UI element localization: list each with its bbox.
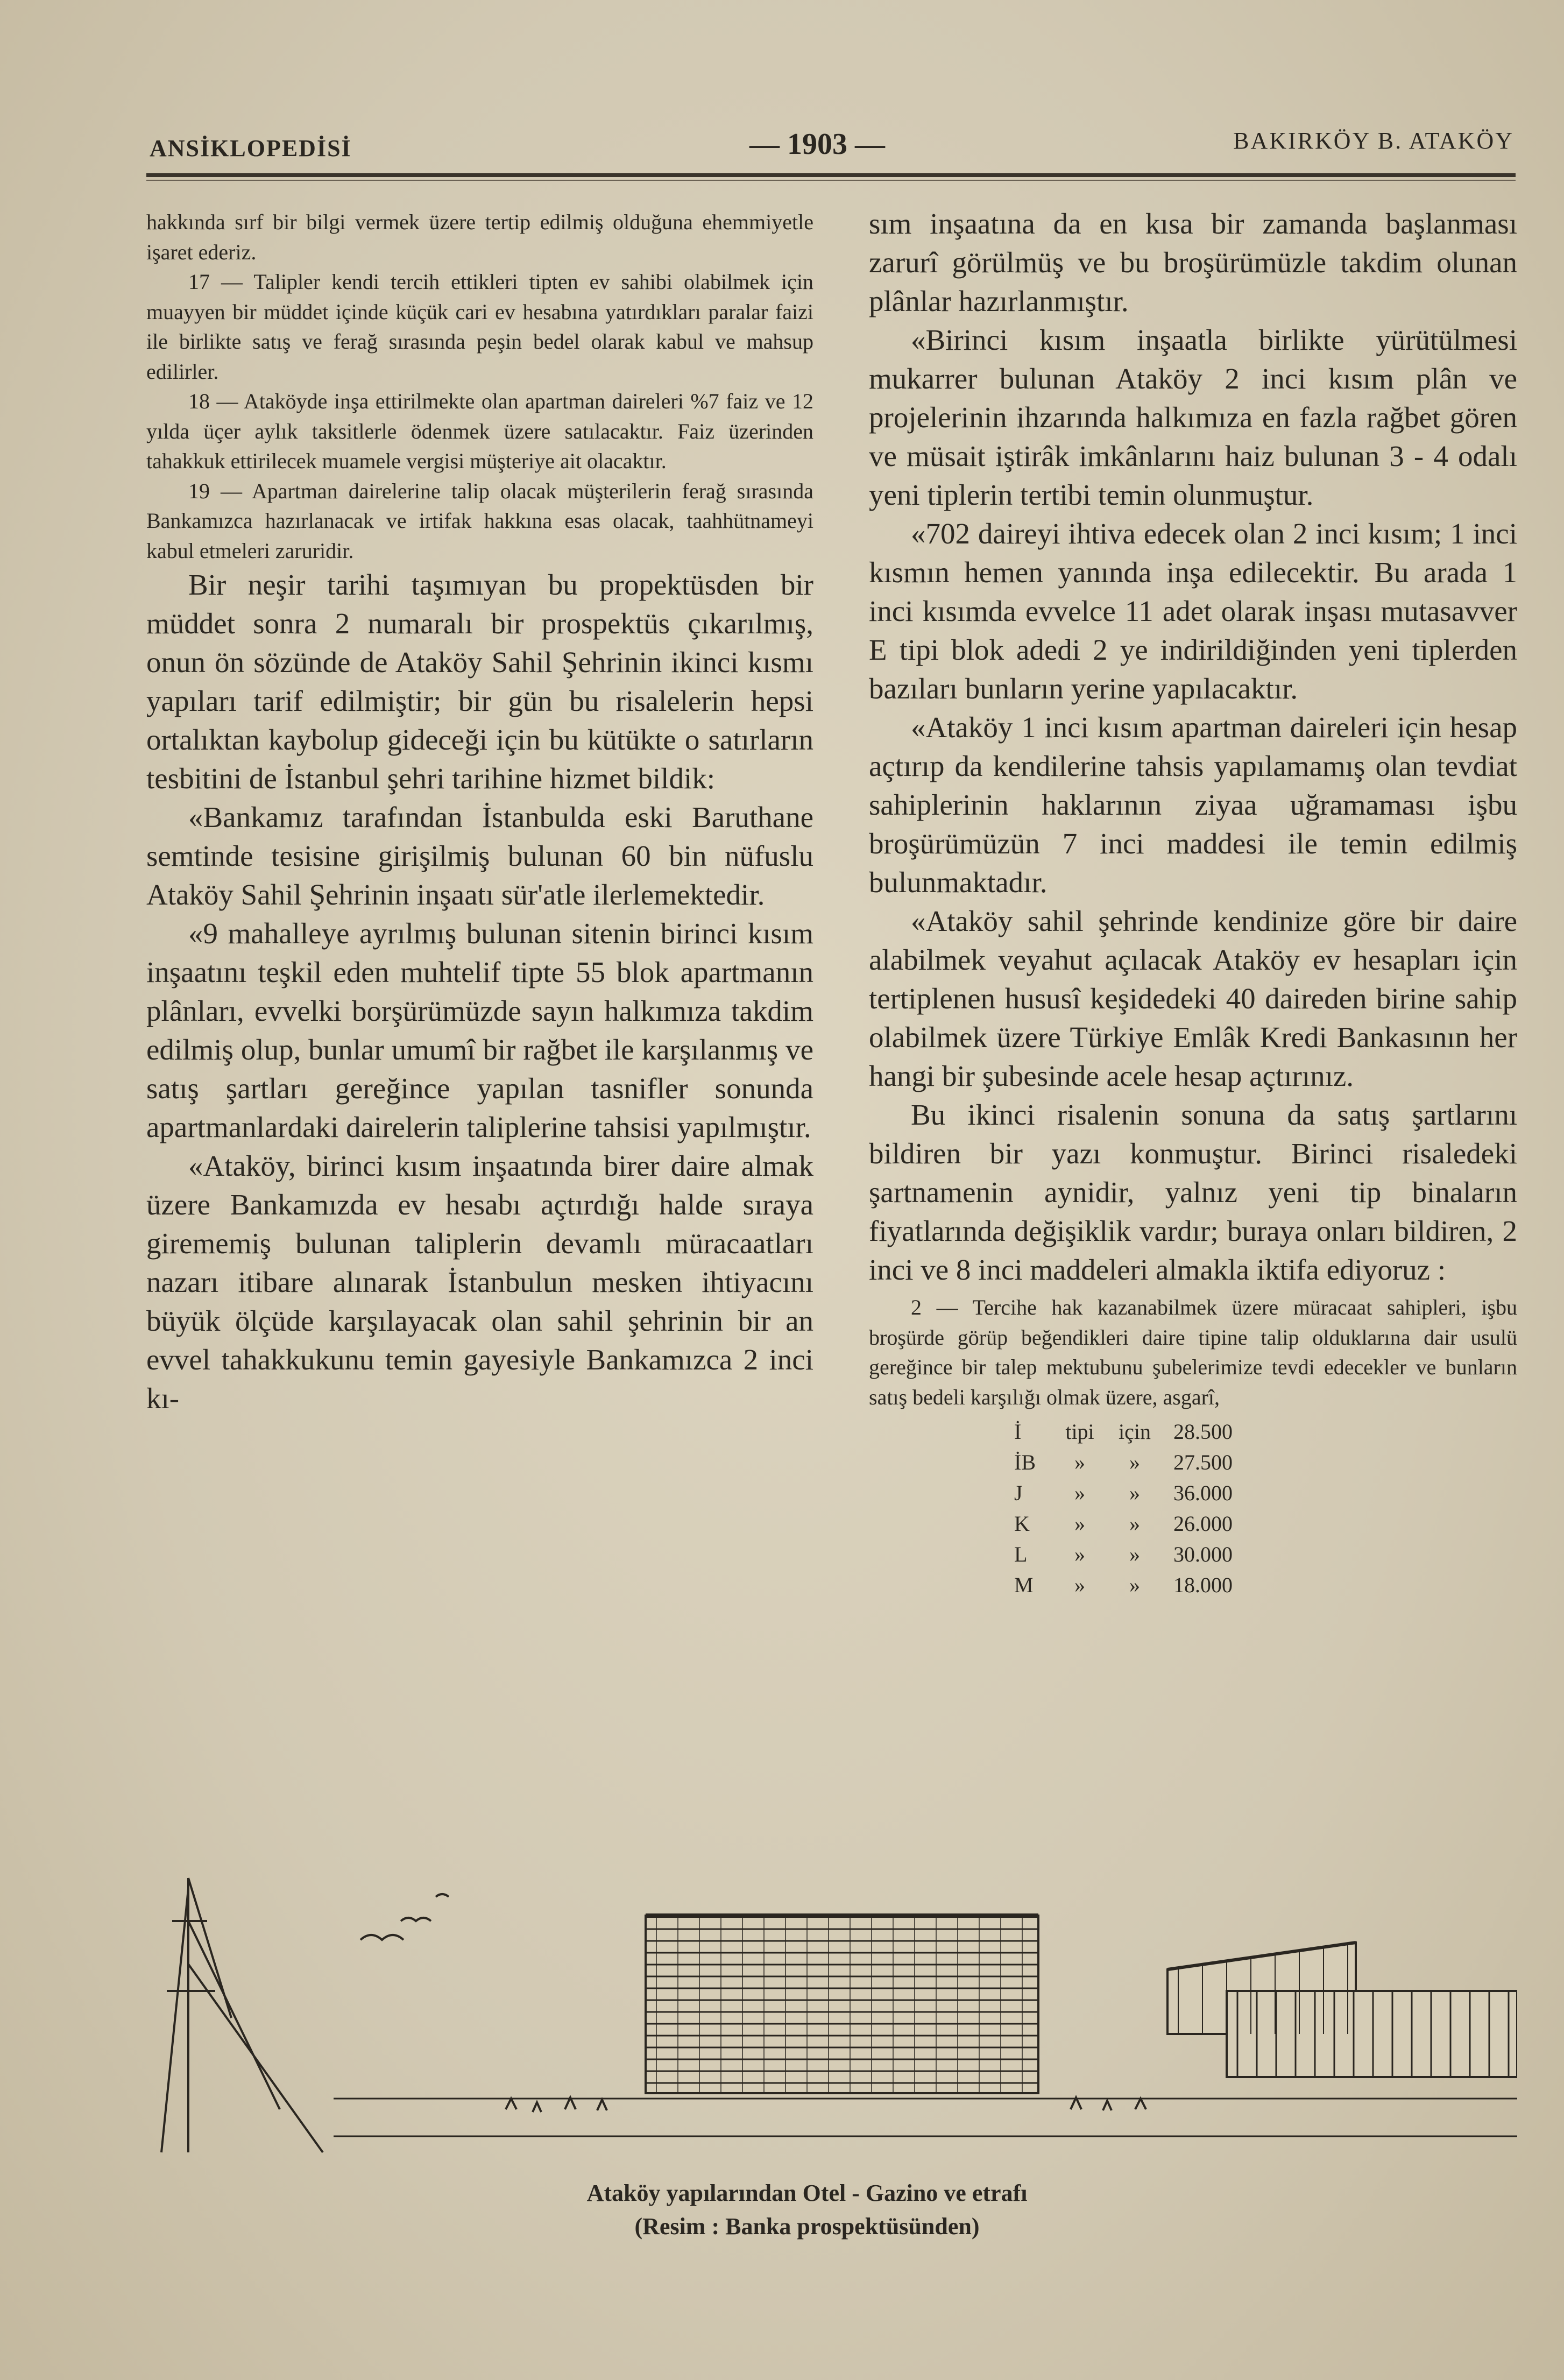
price-value: 28.500 xyxy=(1173,1419,1233,1444)
price-value: 26.000 xyxy=(1173,1512,1233,1536)
ditto-a: » xyxy=(1074,1573,1085,1597)
page-header xyxy=(150,119,1514,168)
ditto-b: » xyxy=(1129,1512,1140,1536)
ditto-a: » xyxy=(1074,1512,1085,1536)
price-row xyxy=(1014,1416,1244,1447)
numbered-article: 17 — Talipler kendi tercih ettikleri tipten ev sahibi olabilmek için muayyen bir müddet içinde küçük cari ev hesabına yatırdıkları paralar faizi ile birlikte satış ve ferağ sırasında peşin bedel olarak kabul ve mahsup edilirler. xyxy=(146,270,813,384)
price-value: 36.000 xyxy=(1173,1481,1233,1505)
paragraph: hakkında sırf bir bilgi vermek üzere tertip edilmiş olduğuna ehemmiyetle işaret ederiz. xyxy=(146,210,813,264)
price-row xyxy=(1014,1508,1244,1539)
header-rule-thin xyxy=(146,180,1516,181)
illustration-caption xyxy=(377,2177,1237,2243)
quoted-paragraph: «Ataköy 1 inci kısım apartman daireleri için hesap açtırıp da kendilerine tahsis yapılamamış olan tevdiat sahiplerinin haklarının ziyaa uğramaması işbu broşürümüzün 7 inci maddesi ile temin edilmiş bulunmaktadır. xyxy=(869,711,1517,899)
paragraph: Bu ikinci risalenin sonuna da satış şartlarını bildiren bir yazı konmuştur. Birinci risaledeki şartnamenin aynidir, yalnız yeni tip binaların fiyatlarında değişiklik vardır; buraya onları bildiren, 2 inci ve 8 inci maddeleri almakla iktifa ediyoruz : xyxy=(869,1098,1517,1286)
price-table xyxy=(1014,1416,1244,1600)
ditto-a: tipi xyxy=(1065,1419,1094,1444)
hotel-casino-illustration xyxy=(156,1856,1517,2158)
quoted-paragraph: «Birinci kısım inşaatla birlikte yürütülmesi mukarrer bulunan Ataköy 2 inci kısım plân ve projelerinin ihzarında halkımıza en fazla rağbet gören ve müsait iştirâk imkânlarını haiz bulunan 3 - 4 odalı yeni tiplerin tertibi temin olunmuştur. xyxy=(869,323,1517,511)
price-value: 18.000 xyxy=(1173,1573,1233,1597)
ditto-b: » xyxy=(1129,1542,1140,1566)
price-row xyxy=(1014,1539,1244,1570)
price-row xyxy=(1014,1570,1244,1600)
price-value: 30.000 xyxy=(1173,1542,1233,1566)
ditto-a: » xyxy=(1074,1481,1085,1505)
right-column xyxy=(869,204,1517,1600)
caption-title: Ataköy yapılarından Otel - Gazino ve etrafı xyxy=(586,2180,1028,2206)
ditto-a: » xyxy=(1074,1542,1085,1566)
type-letter: İB xyxy=(1014,1450,1036,1474)
type-letter: L xyxy=(1014,1542,1028,1566)
type-letter: J xyxy=(1014,1481,1023,1505)
header-rule xyxy=(146,173,1516,177)
ditto-a: » xyxy=(1074,1450,1085,1474)
header-page-number: — 1903 — xyxy=(749,128,885,161)
header-encyclopedia-title: ANSİKLOPEDİSİ xyxy=(150,135,352,161)
caption-source: (Resim : Banka prospektüsünden) xyxy=(634,2213,980,2240)
numbered-article: 2 — Tercihe hak kazanabilmek üzere müracaat sahipleri, işbu broşürde görüp beğendikleri daire tipine talip olduklarına dair usulü gereğince bir talep mektubunu şubelerimize tevdi edecekler ve bunların satış bedeli karşılığı olmak üzere, asgarî, xyxy=(869,1295,1517,1409)
paragraph: sım inşaatına da en kısa bir zamanda başlanması zarurî görülmüş ve bu broşürümüzle takdim olunan plânlar hazırlanmıştır. xyxy=(869,207,1517,317)
ditto-b: » xyxy=(1129,1481,1140,1505)
type-letter: M xyxy=(1014,1573,1034,1597)
left-column xyxy=(146,207,813,1418)
quoted-paragraph: «702 daireyi ihtiva edecek olan 2 inci kısım; 1 inci kısmın hemen yanında inşa edilecektir. Bu arada 1 inci kısımda evvelce 11 adet olarak inşası mutasavver E tipi blok adedi 2 ye indirildiğinden yeni tiplerden bazıları bunların yerine yapılacaktır. xyxy=(869,517,1517,705)
numbered-article: 18 — Ataköyde inşa ettirilmekte olan apartman daireleri %7 faiz ve 12 yılda üçer aylık taksitlerle ödenmek üzere satılacaktır. Faiz üzerinden tahakkuk ettirilecek muamele vergisi müşteriye ait olacaktır. xyxy=(146,389,813,473)
price-row xyxy=(1014,1478,1244,1508)
type-letter: K xyxy=(1014,1512,1030,1536)
quoted-paragraph: «Bankamız tarafından İstanbulda eski Baruthane semtinde tesisine girişilmiş bulunan 60 bin nüfuslu Ataköy Sahil Şehrinin inşaatı sür'atle ilerlemektedir. xyxy=(146,801,813,911)
quoted-paragraph: «Ataköy sahil şehrinde kendinize göre bir daire alabilmek veyahut açılacak Ataköy ev hesapları için tertiplenen hususî keşidedeki 40 daireden birine sahip olabilmek üzere Türkiye Emlâk Kredi Bankasının her hangi bir şubesinde acele hesap açtırınız. xyxy=(869,905,1517,1092)
quoted-paragraph: «9 mahalleye ayrılmış bulunan sitenin birinci kısım inşaatını teşkil eden muhtelif tipte 55 blok apartmanın plânları, evvelki borşürümüzde sayın halkımıza takdim edilmiş olup, bunlar umumî bir rağbet ile karşılanmış ve satış şartları gereğince yapılan tasnifler sonunda apartmanlardaki dairelerin taliplerine tahsisi yapılmıştır. xyxy=(146,917,813,1143)
ditto-b: için xyxy=(1119,1419,1151,1444)
header-entry-title: BAKIRKÖY B. ATAKÖY xyxy=(1233,128,1514,154)
numbered-article: 19 — Apartman dairelerine talip olacak müşterilerin ferağ sırasında Bankamızca hazırlanacak ve irtifak hakkına esas olacak, taahhütnameyi kabul etmeleri zaruridir. xyxy=(146,478,813,563)
price-row xyxy=(1014,1447,1244,1478)
price-value: 27.500 xyxy=(1173,1450,1233,1474)
quoted-paragraph: «Ataköy, birinci kısım inşaatında birer daire almak üzere Bankamızda ev hesabı açtırdığı halde sıraya girememiş bulunan taliplerin devamlı müracaatları nazarı itibare alınarak İstanbulun mesken ihtiyacını büyük ölçüde karşılayacak olan sahil şehrinin bir an evvel tahakkukunu temin gayesiyle Bankamızca 2 inci kı- xyxy=(146,1149,813,1415)
ditto-b: » xyxy=(1129,1573,1140,1597)
paragraph: Bir neşir tarihi taşımıyan bu propektüsden bir müddet sonra 2 numaralı bir prospektüs çıkarılmış, onun ön sözünde de Ataköy Sahil Şehrinin ikinci kısmı yapıları tarif edilmiştir; bir gün bu risalelerin hepsi ortalıktan kaybolup gideceği için bu kütükte o satırların tesbitini de İstanbul şehri tarihine hizmet bildik: xyxy=(146,568,813,795)
ditto-b: » xyxy=(1129,1450,1140,1474)
type-letter: İ xyxy=(1014,1419,1022,1444)
